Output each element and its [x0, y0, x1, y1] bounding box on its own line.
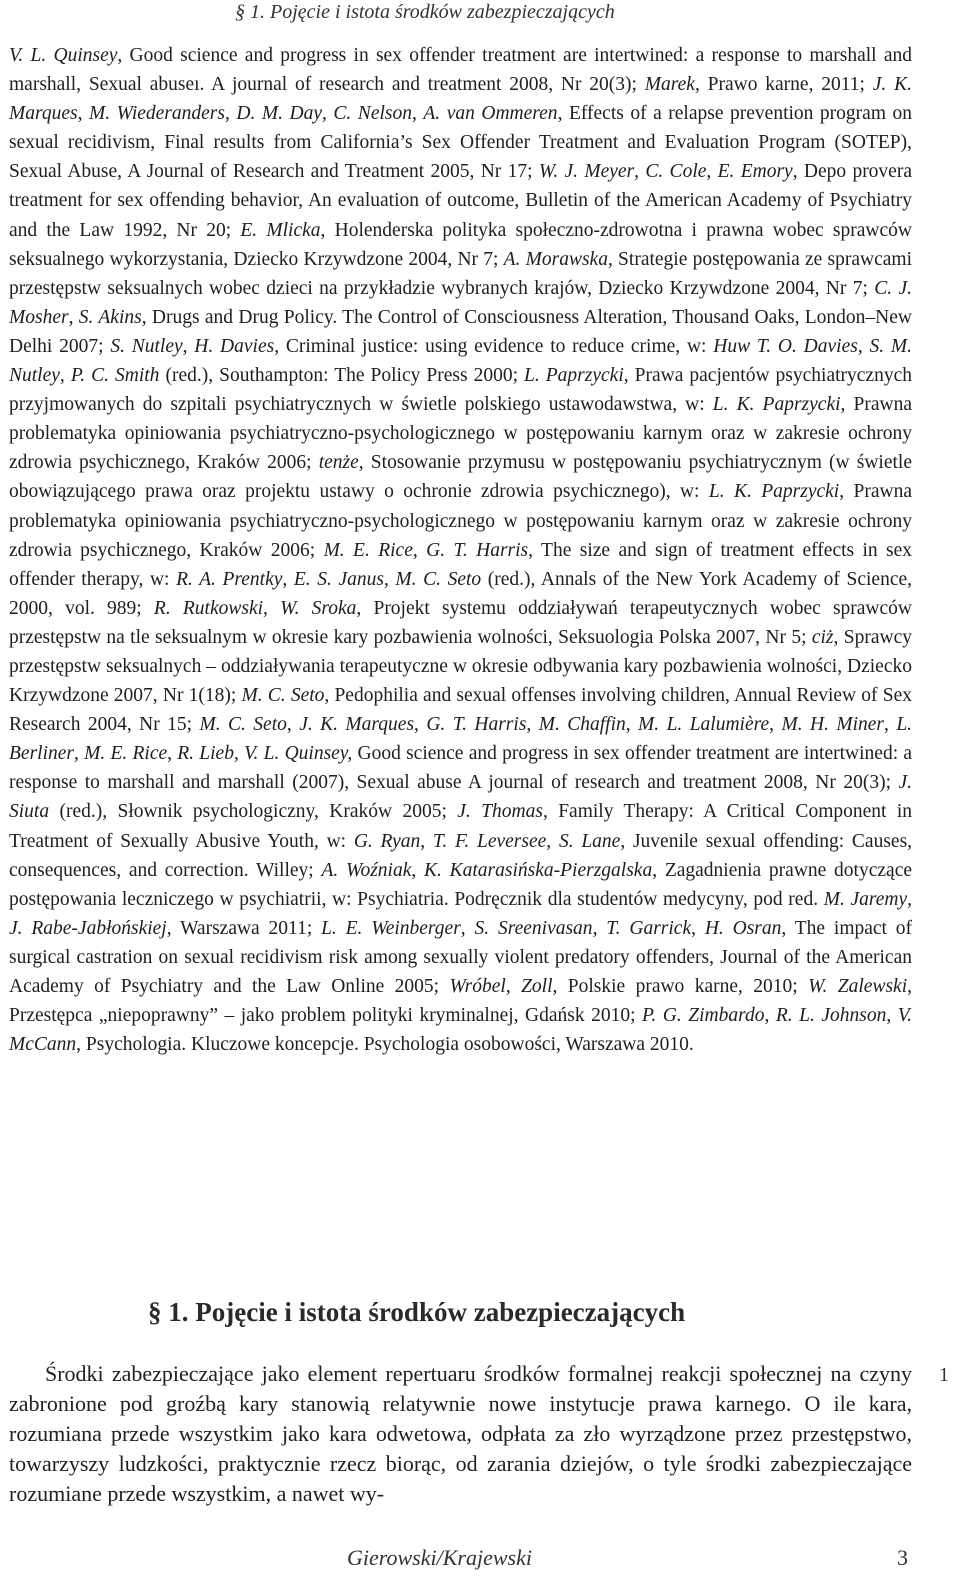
author-name: S. Nutley — [110, 335, 183, 357]
author-name: L. Paprzycki — [524, 365, 624, 387]
author-name: M. E. Rice — [84, 743, 168, 765]
author-name: R. A. Prentky — [176, 568, 283, 590]
citation-text: , Family Therapy: A Critical Component in Treatment of Sexually Abusive Youth, w: — [9, 801, 912, 852]
author-name: J. K. Marques — [9, 74, 913, 125]
author-name: H. Davies — [194, 335, 275, 357]
citation-text: , — [233, 743, 245, 765]
body-paragraph — [9, 1359, 912, 1509]
author-name: H. Osran — [704, 917, 782, 939]
citation-text: , — [857, 335, 870, 357]
author-name: R. Lieb — [177, 743, 234, 765]
author-name: V. McCann — [9, 1005, 912, 1056]
author-name: S. Lane — [558, 830, 621, 852]
citation-text: , — [526, 714, 539, 736]
bibliography-paragraph — [9, 41, 912, 1059]
citation-text: , The size and sign of treatment effects in sex offender therapy, w: — [9, 539, 913, 590]
citation-text: (red.), Słownik psychologiczny, Kraków 2005; — [49, 801, 458, 823]
author-name: M. Chaffin — [538, 714, 626, 736]
citation-text: , Depo provera treatment for sex offending behavior, An evaluation of outcome, Bulletin of the American Academy of Psychiatry and the Law 1992, Nr 20; — [9, 161, 912, 241]
citation-text: (red.), Southampton: The Policy Press 2000; — [159, 365, 525, 387]
author-name: D. M. Day — [236, 103, 322, 125]
citation-text: , Polskie prawo karne, 2010; — [552, 976, 809, 997]
author-name: L. E. Weinberger — [321, 917, 461, 939]
author-name: ciż — [811, 626, 834, 648]
citation-text: , — [282, 568, 294, 590]
citation-text: , — [167, 743, 178, 765]
citation-text: (red.), Annals of the New York Academy of Science, 2000, vol. 989; — [9, 568, 913, 619]
author-name: S. Akins — [78, 306, 142, 328]
citation-text: , — [706, 161, 718, 183]
author-name: M. C. Seto — [241, 685, 325, 707]
author-name: G. Ryan — [353, 830, 421, 852]
author-name: T. Garrick — [606, 917, 692, 939]
author-name: S. Sreenivasan — [474, 917, 593, 939]
author-name: Huw T. O. Davies — [713, 335, 858, 357]
citation-text: , — [59, 365, 71, 387]
citation-text: , — [420, 830, 433, 852]
author-name: R. L. Johnson — [775, 1005, 887, 1027]
author-name: tenże — [318, 452, 359, 474]
author-name: M. C. Seto — [199, 714, 287, 736]
citation-text: , Effects of a relapse prevention program on sexual recidivism, Final results from California’s Sex Offender Treatment and Evaluation Program (SOTEP), Sexual Abuse, A Journal of Research and Treatment 2005, Nr 17; — [9, 103, 913, 183]
author-name: M. C. Seto — [395, 568, 482, 590]
citation-text: , — [691, 917, 705, 939]
author-name: M. Jaremy — [823, 888, 908, 910]
author-name: E. S. Janus — [293, 568, 384, 590]
author-name: A. Woźniak — [321, 859, 412, 881]
author-name: S. M. Nutley — [9, 335, 913, 387]
citation-text: , Prawna problematyka opiniowania psychiatryczno-psychologicznego w postępowaniu karnym oraz w zakresie ochrony zdrowia psychicznego, Kraków 2006; — [9, 481, 912, 561]
citation-text: , — [182, 335, 195, 357]
author-name: C. Nelson — [333, 103, 412, 125]
author-name: P. C. Smith — [70, 365, 160, 387]
citation-text: , The impact of surgical castration on sexual recidivism risk among sexually violent predatory offenders, Journal of the American Academy of Psychiatry and the Law Online 2005; — [9, 917, 913, 997]
citation-text: , — [412, 539, 427, 561]
author-name: J. Thomas — [457, 801, 543, 823]
author-name: A. Morawska — [503, 248, 608, 270]
author-name: W. Zalewski — [808, 976, 908, 997]
author-name: G. T. Harris — [426, 714, 527, 736]
citation-text: , — [286, 714, 300, 736]
citation-text: , Strategie postępowania ze sprawcami przestępstw seksualnych wobec dzieci na przykładzie wybranych krajów, Dziecko Krzywdzone 2004, Nr 7; — [9, 248, 913, 299]
author-name: A. van Ommeren — [423, 103, 558, 125]
citation-text: , — [886, 1005, 898, 1027]
citation-text: , — [322, 103, 334, 125]
author-name: C. Cole — [645, 161, 707, 183]
citation-text: , Holenderska polityka społeczno-zdrowotna i prawna wobec sprawców seksualnego wykorzystania, Dziecko Krzywdzone 2004, Nr 7; — [9, 219, 912, 270]
author-name: Zoll — [521, 976, 553, 997]
citation-text: , — [769, 714, 782, 736]
author-name: C. J. Mosher — [9, 277, 912, 328]
citation-text: , — [907, 888, 913, 910]
citation-text: , Juvenile sexual offending: Causes, consequences, and correction. Willey; — [9, 830, 913, 881]
author-name: E. Emory — [717, 161, 793, 183]
citation-text: , — [634, 161, 646, 183]
author-name: L. K. Paprzycki — [708, 481, 840, 503]
author-name: V. L. Quinsey — [9, 45, 118, 66]
citation-text: , Projekt systemu oddziaływań terapeutycznych wobec sprawców przestępstw na tle seksualnym w okresie kary pozbawienia wolności, Seksuologia Polska 2007, Nr 5; — [9, 597, 912, 648]
running-header: § 1. Pojęcie i istota środków zabezpieczających — [235, 1, 615, 23]
author-name: J. Rabe-Jabłońskiej — [9, 917, 167, 939]
author-name: E. Mlicka — [240, 219, 321, 241]
citation-text: , — [884, 714, 897, 736]
citation-text: , — [73, 743, 85, 765]
citation-text: , Przestępca „niepoprawny” – jako problem polityki kryminalnej, Gdańsk 2010; — [9, 976, 912, 1027]
citation-text: , — [411, 859, 424, 881]
citation-text: , — [411, 103, 424, 125]
author-name: M. L. Lalumière — [638, 714, 770, 736]
author-name: W. J. Meyer — [538, 161, 635, 183]
citation-text: , — [460, 917, 475, 939]
citation-text: , — [546, 830, 559, 852]
citation-text: , — [764, 1005, 776, 1027]
citation-text: Good science and progress in sex offender treatment are intertwined: a response to marshall and marshall (2007), Sexual abuse A journal of research and treatment 2008, Nr 20(3); — [9, 743, 913, 794]
citation-text: , — [505, 976, 522, 997]
author-name: W. Sroka — [280, 597, 357, 619]
citation-text: , — [383, 568, 396, 590]
author-name: T. F. Leversee — [432, 830, 547, 852]
author-name: P. G. Zimbardo — [642, 1005, 765, 1027]
citation-text: , Warszawa 2011; — [166, 917, 322, 939]
citation-text: , Criminal justice: using evidence to reduce crime, w: — [274, 335, 714, 357]
page-number: 3 — [897, 1545, 908, 1570]
body-paragraph-text: Środki zabezpieczające jako element repertuaru środków formalnej reakcji społecznej na czyny zabronione pod groźbą kary stanowią relatywnie nowe instytucje prawa karnego. O ile kara, rozumiana przede wszystkim jako kara odwetowa, odpłata za zło wyrządzone przez przestępstwo, towarzyszy ludzkości, praktycznie rzecz biorąc, od zarania dziejów, o tyle środki zabezpieczające rozumiane przede wszystkim, a nawet wy- — [9, 1361, 912, 1506]
citation-text: , — [224, 103, 237, 125]
author-name: M. H. Miner — [781, 714, 885, 736]
citation-text: , Prawo karne, 2011; — [694, 74, 873, 96]
citation-text: , — [625, 714, 639, 736]
citation-text: , Psychologia. Kluczowe koncepcje. Psychologia osobowości, Warszawa 2010. — [76, 1034, 694, 1056]
citation-text: , — [414, 714, 427, 736]
section-heading: § 1. Pojęcie i istota środków zabezpieczających — [148, 1297, 686, 1327]
citation-text: , Zagadnienia prawne dotyczące postępowania leczniczego w psychiatrii, w: Psychiatria. Podręcznik dla studentów medycyny, pod red. — [9, 859, 913, 910]
citation-text: , Drugs and Drug Policy. The Control of Consciousness Alteration, Thousand Oaks, London–New Delhi 2007; — [9, 306, 912, 357]
author-name: J. Siuta — [9, 772, 912, 823]
author-name: M. Wiederanders — [89, 103, 225, 125]
author-name: K. Katarasińska-Pierzgalska — [424, 859, 653, 881]
author-name: Wróbel — [449, 976, 506, 997]
footer-author: Gierowski/Krajewski — [347, 1545, 532, 1570]
citation-text: , — [68, 306, 79, 328]
author-name: Marek — [644, 74, 695, 96]
citation-text: , — [263, 597, 281, 619]
author-name: G. T. Harris — [426, 539, 529, 561]
citation-text: , Prawa pacjentów psychiatrycznych przyjmowanych do szpitali psychiatrycznych w świetle polskiego ustawodawstwa, w: — [9, 365, 912, 416]
citation-text: , Pedophilia and sexual offenses involving children, Annual Review of Sex Research 2004, Nr 15; — [9, 685, 912, 736]
citation-text: , — [77, 103, 90, 125]
author-name: L. K. Paprzycki — [712, 394, 841, 416]
author-name: M. E. Rice — [323, 539, 413, 561]
author-name: R. Rutkowski — [153, 597, 264, 619]
citation-text: , Good science and progress in sex offender treatment are intertwined: a response to marshall and marshall, Sexual abuseı. A journal of research and treatment 2008, Nr 20(3); — [9, 45, 912, 96]
citation-text: , Stosowanie przymusu w postępowaniu psychiatrycznym (w świetle obowiązującego prawa oraz projektu ustawy o ochronie zdrowia psychicznego), w: — [9, 452, 912, 503]
margin-number: 1 — [939, 1364, 949, 1386]
author-name: J. K. Marques — [299, 714, 415, 736]
citation-text: , — [592, 917, 607, 939]
author-name: L. Berliner — [9, 714, 913, 765]
citation-text: , Prawna problematyka opiniowania psychiatryczno-psychologicznego w postępowaniu karnym oraz w zakresie ochrony zdrowia psychicznego, Kraków 2006; — [9, 394, 913, 474]
citation-text: , Sprawcy przestępstw seksualnych – oddziaływania terapeutyczne w okresie odbywania kary pozbawienia wolności, Dziecko Krzywdzone 2007, Nr 1(18); — [9, 626, 912, 707]
author-name: V. L. Quinsey, — [244, 743, 353, 765]
